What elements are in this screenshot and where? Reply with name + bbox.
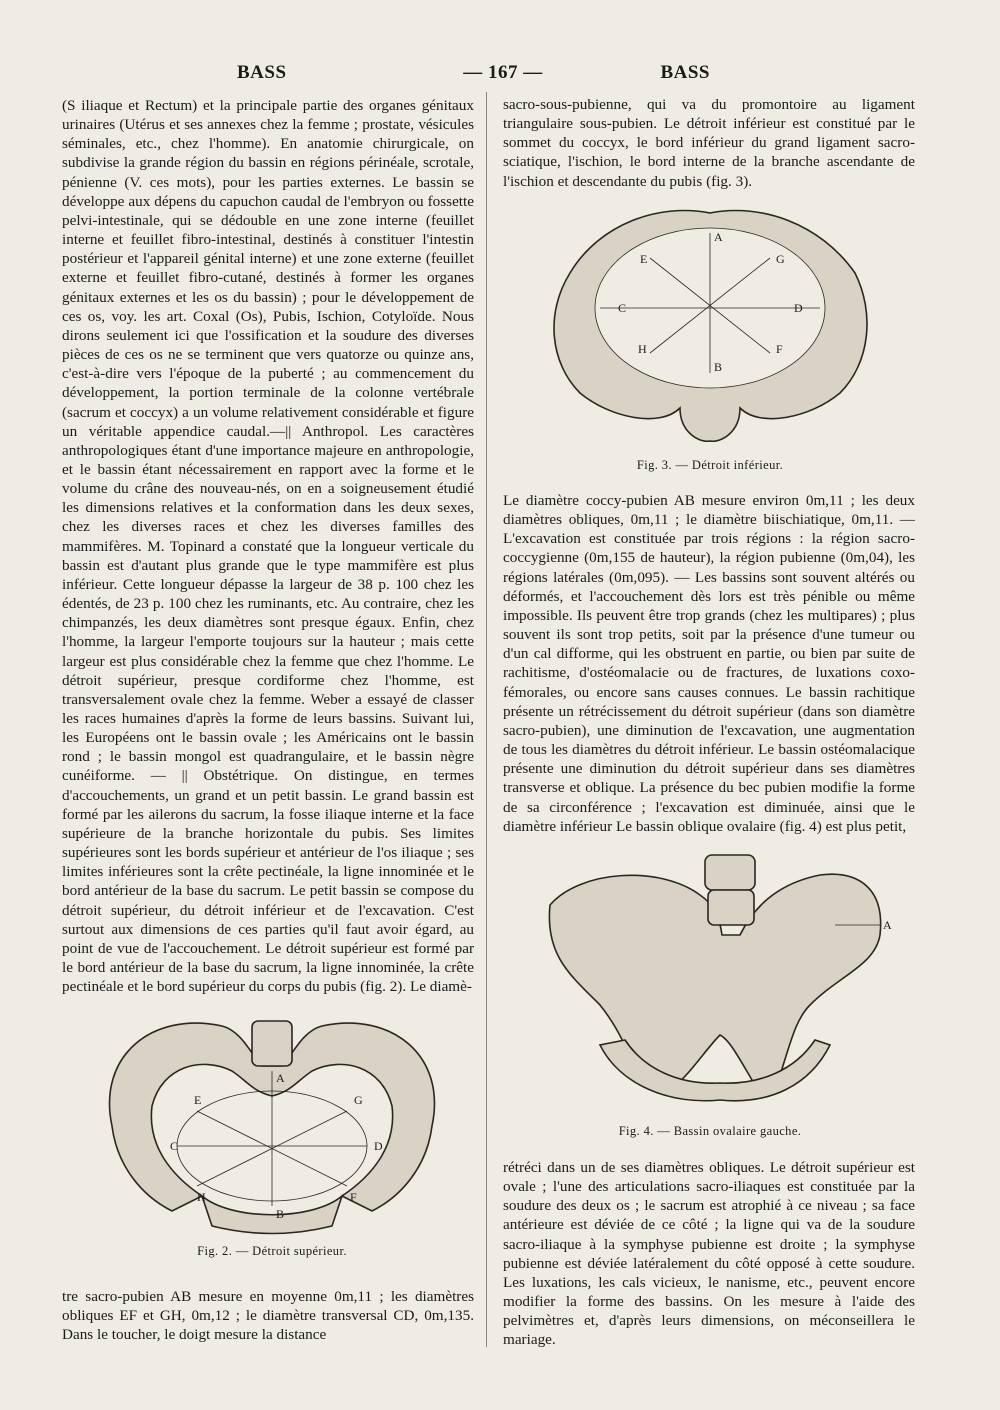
- fig3-label-a: A: [714, 230, 723, 244]
- pelvis-illustration-fig4: [540, 845, 900, 1120]
- fig3-label-h: H: [638, 342, 647, 356]
- fig2-label-a: A: [276, 1071, 285, 1085]
- header-left-word: BASS: [237, 62, 287, 83]
- fig3-label-f: F: [776, 342, 783, 356]
- pelvis-illustration-fig3: [540, 193, 880, 443]
- right-column-paragraph-2: Le diamètre coccy-pubien AB mesure environ 0m,11 ; les deux diamètres obliques, 0m,11 ; le diamètre biischiatique, 0m,11. — L'excavation est constituée par trois régions : la région sacro-coccygienne (0m,155 de hauteur), la région pubienne (0m,04), les régions latérales (0m,095). — Les bassins sont souvent altérés ou déformés, et l'accouchement dès lors est très pénible ou même impossible. Ils peuvent être trop grands (chez les multipares) ; plus souvent ils sont trop petits, soit par la présence d'une tumeur ou d'un cal difforme, qui les obstruent en partie, ou bien par suite de rachitisme, d'ostéomalacie ou de fractures, de luxations coxo-fémorales, ou encore sans causes connues. Le bassin rachitique présente un rétrécissement du détroit supérieur (dans son diamètre sacro-pubien), une diminution de l'excavation, une augmentation de tous les diamètres du détroit inférieur. Le bassin ostéomalacique présente une diminution du détroit supérieur dans ses diamètres transverse et oblique. La présence du bec pubien modifie la forme de sa circonférence ; l'excavation est diminuée, ainsi que le diamètre inférieur Le bassin oblique ovalaire (fig. 4) est plus petit,: [503, 492, 915, 835]
- fig2-label-d: D: [374, 1139, 383, 1153]
- fig3-label-g: G: [776, 252, 785, 266]
- fig4-label-a: A: [883, 918, 892, 932]
- figure-4-caption: Fig. 4. — Bassin ovalaire gauche.: [618, 1124, 802, 1138]
- column-rule: [486, 92, 487, 1347]
- pelvis-illustration-fig2: [92, 996, 452, 1236]
- right-column-text-middle: [503, 491, 915, 835]
- left-column-continuation: [62, 1287, 474, 1347]
- fig2-label-c: C: [170, 1139, 179, 1153]
- left-column-text: [62, 96, 474, 996]
- fig2-label-e: E: [194, 1093, 202, 1107]
- fig2-label-g: G: [354, 1093, 363, 1107]
- figure-2-caption: Fig. 2. — Détroit supérieur.: [197, 1244, 347, 1258]
- right-column-paragraph-1: sacro-sous-pubienne, qui va du promontoire au ligament triangulaire sous-pubien. Le détroit inférieur est constitué par le sommet du coccyx, le bord inférieur du grand ligament sacro-sciatique, l'ischion, le bord interne de la branche ascendante de l'ischion et descendante du pubis (fig. 3).: [503, 96, 915, 190]
- fig3-label-c: C: [618, 301, 627, 315]
- fig2-label-f: F: [350, 1190, 357, 1204]
- fig2-label-h: H: [197, 1190, 206, 1204]
- header-right-word: BASS: [660, 62, 710, 83]
- figure-2-upper-strait: [92, 996, 452, 1236]
- left-column-paragraph-2: tre sacro-pubien AB mesure en moyenne 0m,11 ; les diamètres obliques EF et GH, 0m,12 ; le diamètre transversal CD, 0m,135. Dans le toucher, le doigt mesure la distance: [62, 1288, 474, 1344]
- right-column-text-top: [503, 95, 915, 190]
- figure-3-caption: Fig. 3. — Détroit inférieur.: [636, 458, 784, 472]
- figure-3-lower-strait: [540, 193, 880, 443]
- right-column-paragraph-3: rétréci dans un de ses diamètres obliques. Le détroit supérieur est ovale ; l'une des articulations sacro-iliaques est constituée par la soudure des deux os ; le sacrum est atrophié à ce niveau ; sa face antérieure est déviée de ce côté ; la ligne qui va de la soudure sacro-iliaque à la symphyse pubienne est droite ; la symphyse pubienne est déviée latéralement du côté opposé à cette soudure. Les luxations, les cals vicieux, le nanisme, etc., peuvent encore modifier la forme des bassins. On les mesure à l'aide des pelvimètres et, d'après leurs dimensions, on méconseillera le mariage.: [503, 1159, 915, 1349]
- fig2-label-b: B: [276, 1207, 285, 1221]
- running-header: [60, 62, 940, 86]
- fig3-label-b: B: [714, 360, 723, 374]
- left-column-paragraph: (S iliaque et Rectum) et la principale partie des organes génitaux urinaires (Utérus et ses annexes chez la femme ; prostate, vésicules séminales, etc., chez l'homme). En anatomie chirurgicale, on subdivise la grande région du bassin en régions périnéale, scrotale, pénienne (V. ces mots), pour les parties externes. Le bassin se développe aux dépens du capuchon caudal de l'embryon ou fossette pelvi-intestinale, qui se dédouble en une zone interne (feuillet interne et feuillet fibro-intestinal, destinés à constituer l'intestin postérieur et l'appareil génital interne) et une zone externe (feuillet externe et feuillet fibro-cutané, destinés à former les organes génitaux externes et les os du bassin) ; pour le développement de ces os, voy. les art. Coxal (Os), Pubis, Ischion, Cotyloïde. Nous dirons seulement ici que l'ossification et la soudure des diverses pièces de ces os ne se terminent que vers quatorze ou quinze ans, c'est-à-dire vers l'époque de la puberté ; au commencement du développement, la portion terminale de la colonne vertébrale (sacrum et coccyx) a un volume relativement considérable et figure un véritable appendice caudal.—|| Anthropol. Les caractères anthropologiques étant d'une importance majeure en anthropologie, et le bassin étant nécessairement en rapport avec la forme et le volume du crâne des nouveau-nés, on en a soigneusement étudié les dimensions relatives et la conformation dans les deux sexes, chez les diverses races et chez les diverses familles des mammifères. M. Topinard a constaté que la longueur verticale du bassin est d'autant plus grande que le type mammifère est plus inférieur. Cette longueur dépasse la largeur de 38 p. 100 chez les édentés, de 23 p. 100 chez les ruminants, etc. Au contraire, chez les chimpanzés, les deux diamètres sont presque égaux. Enfin, chez l'homme, la largeur l'emporte toujours sur la hauteur ; mais cette largeur est plus considérable chez la femme que chez l'homme. Le détroit supérieur, presque cordiforme chez l'homme, est transversalement ovale chez la femme. Weber a essayé de classer les races humaines d'après la forme de leurs bassins. Suivant lui, les Européens ont le bassin ovale ; les Américains ont le bassin rond ; le bassin mongol est quadrangulaire, et le bassin nègre cunéiforme. — || Obstétrique. On distingue, en termes d'accouchements, un grand et un petit bassin. Le grand bassin est formé par les ailerons du sacrum, la fosse iliaque interne et la face supérieure de la branche horizontale du pubis. Ses limites supérieures sont les bords supérieur et antérieur de l'os iliaque ; ses limites inférieures sont la crête pectinéale, la ligne innominée et le bord antérieur de la base du sacrum. Le petit bassin se compose du détroit supérieur, du détroit inférieur et de l'excavation. C'est surtout aux dimensions de ces parties qu'il faut avoir égard, au point de vue de l'accouchement. Le détroit supérieur est formé par le bord antérieur de la base du sacrum, la ligne innominée, la crête pectinéale et le bord supérieur du corps du pubis (fig. 2). Le diamè-: [62, 97, 474, 996]
- fig3-label-e: E: [640, 252, 648, 266]
- fig3-label-d: D: [794, 301, 803, 315]
- right-column-text-bottom: [503, 1158, 915, 1348]
- figure-4-oblique-oval-pelvis: [540, 845, 900, 1120]
- page-number: — 167 —: [463, 62, 543, 83]
